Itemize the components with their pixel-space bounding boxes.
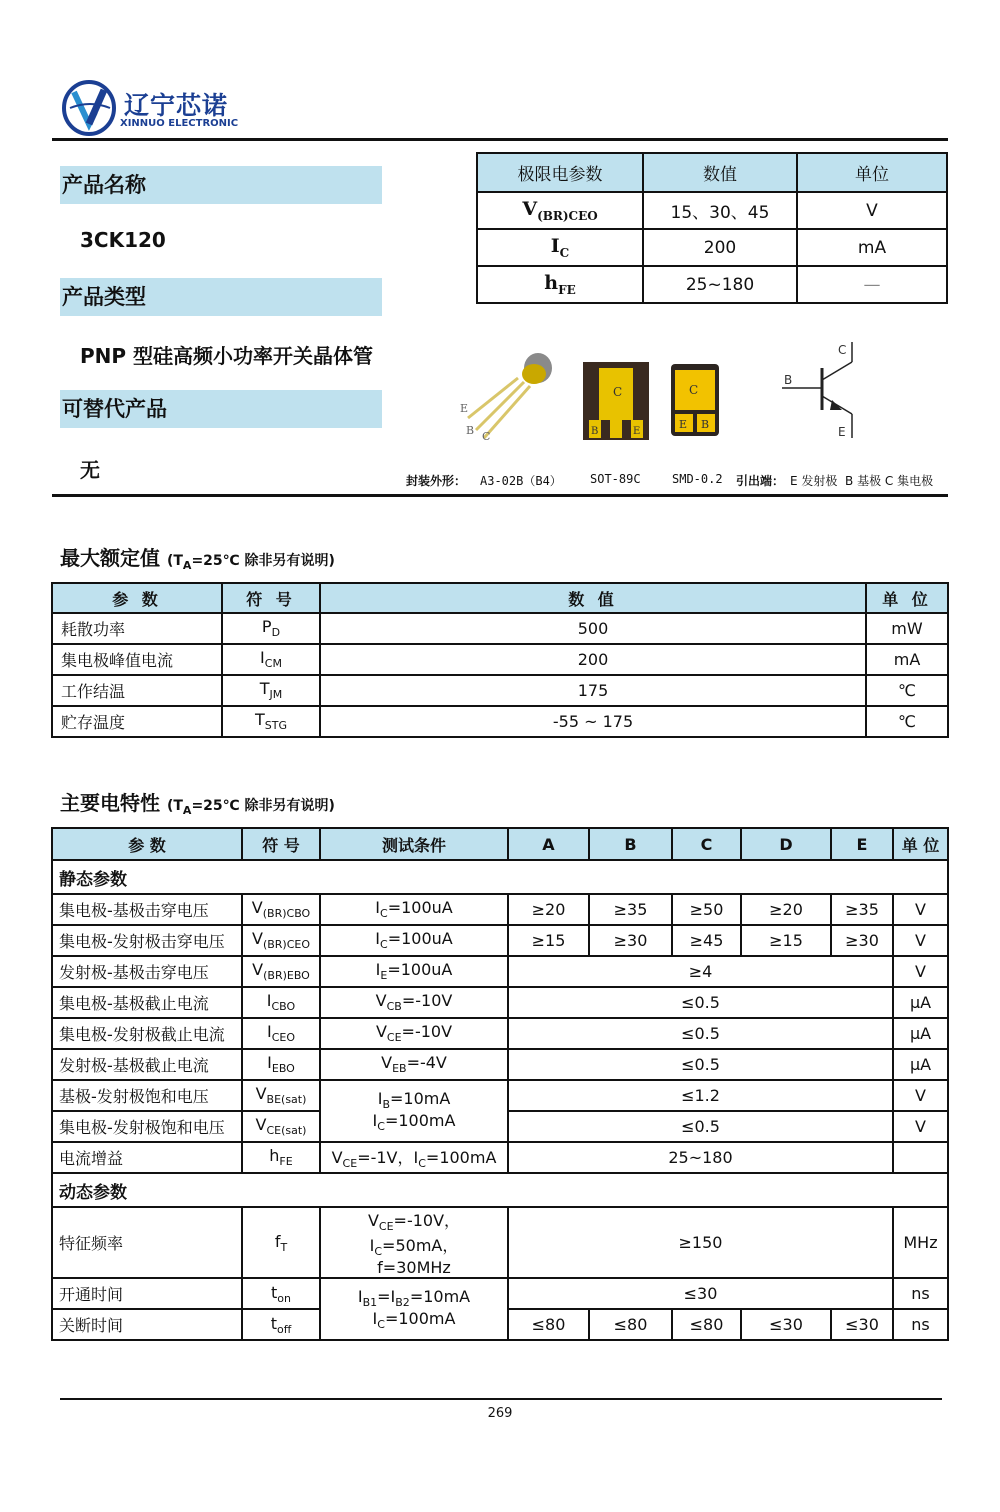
product-name-label: 产品名称 [60,166,382,204]
limit-symbol: $h_{FE}$ [544,272,576,297]
svg-text:C: C [689,383,699,397]
param-unit: V [893,925,948,956]
grade-value: ≤30 [831,1309,893,1340]
param-symbol: $T_{JM}$ [222,675,320,706]
param-unit: V [893,1111,948,1142]
limit-header-value: 数值 [643,153,797,192]
elec-header-cond: 测试条件 [320,828,508,860]
limit-value: 25~180 [643,266,797,303]
grade-value: ≥15 [741,925,831,956]
section-divider [52,494,948,497]
table-row [52,956,948,987]
svg-text:C: C [838,343,847,357]
grade-value: ≥20 [741,894,831,925]
param-name: 发射极-基极击穿电压 [52,956,242,987]
product-name: 3CK120 [80,228,166,252]
param-name: 集电极-基极击穿电压 [52,894,242,925]
test-condition: $V_{CE}=-10V$，$I_C=50mA$， f=30MHz [320,1207,508,1278]
param-unit: ℃ [866,706,948,737]
limit-symbol: $I_C$ [550,235,570,260]
product-type: PNP 型硅高频小功率开关晶体管 [80,344,374,368]
grade-value: ≥15 [508,925,589,956]
param-symbol: $I_{EBO}$ [242,1049,320,1080]
param-name: 集电极-发射极截止电流 [52,1018,242,1049]
param-symbol: $I_{CM}$ [222,644,320,675]
param-name: 工作结温 [52,675,222,706]
limit-value: 15、30、45 [643,192,797,229]
limit-row [477,192,947,229]
param-unit: μA [893,1018,948,1049]
param-symbol: $f_T$ [242,1207,320,1278]
grade-value: ≥50 [672,894,741,925]
elec-header-e: E [831,828,893,860]
param-name: 集电极-发射极击穿电压 [52,925,242,956]
max-header-symbol: 符 号 [222,583,320,613]
param-value: ≤1.2 [508,1080,893,1111]
test-condition: $I_{B1}=I_{B2}=10mA$ $I_C=100mA$ [320,1278,508,1340]
param-name: 电流增益 [52,1142,242,1173]
test-condition: $I_C=100uA$ [320,894,508,925]
param-unit: ns [893,1278,948,1309]
header-divider [52,138,948,141]
param-value: ≤0.5 [508,987,893,1018]
test-condition: $V_{CE}=-1V$，$I_C=100mA$ [320,1142,508,1173]
test-condition: $V_{CE}=-10V$ [320,1018,508,1049]
grade-value: ≥35 [831,894,893,925]
limit-unit: V [797,192,947,229]
smd-package-image [671,364,719,436]
param-symbol: $P_D$ [222,613,320,644]
limit-symbol: $V_{(BR)CEO}$ [522,198,598,223]
package-name: SMD-0.2 [672,472,723,486]
param-value: 500 [320,613,866,644]
table-row [52,894,948,925]
table-row [52,1207,948,1278]
param-symbol: $h_{FE}$ [242,1142,320,1173]
svg-text:B: B [466,424,475,437]
table-row [52,1049,948,1080]
table-row [52,1080,948,1111]
max-ratings-table [51,582,949,738]
pins-label: 引出端： [736,474,785,488]
elec-condition: ($T_A=25℃$ 除非另有说明) [166,798,335,817]
footer-divider [60,1398,942,1400]
param-symbol: $V_{(BR)CBO}$ [242,894,320,925]
elec-header-a: A [508,828,589,860]
svg-text:C: C [482,430,491,443]
max-ratings-title: 最大额定值 ($T_A=25℃$ 除非另有说明) [60,546,335,572]
sot89-package-image [583,362,649,440]
param-unit: ns [893,1309,948,1340]
max-header-value: 数 值 [320,583,866,613]
grade-value: ≥30 [831,925,893,956]
param-name: 集电极-发射极饱和电压 [52,1111,242,1142]
param-symbol: $V_{CE(sat)}$ [242,1111,320,1142]
param-name: 基极-发射极饱和电压 [52,1080,242,1111]
elec-header-d: D [741,828,831,860]
svg-text:E: E [633,426,641,437]
limit-unit: — [797,266,947,303]
param-name: 开通时间 [52,1278,242,1309]
svg-text:B: B [784,373,793,387]
limit-header-unit: 单位 [797,153,947,192]
table-row [52,613,948,644]
product-type-label: 产品类型 [60,278,382,316]
param-value: -55 ~ 175 [320,706,866,737]
alt-product-label: 可替代产品 [60,390,382,428]
grade-value: ≤80 [589,1309,672,1340]
package-name: A3-02B（B4） [480,474,562,488]
param-value: ≥150 [508,1207,893,1278]
elec-header-symbol: 符 号 [242,828,320,860]
limit-row [477,266,947,303]
table-row [52,644,948,675]
limit-row [477,229,947,266]
grade-value: ≥35 [589,894,672,925]
table-row [52,706,948,737]
page-number: 269 [487,1406,513,1421]
pnp-transistor-symbol [780,340,860,440]
limit-value: 200 [643,229,797,266]
param-value: 175 [320,675,866,706]
param-name: 集电极-基极截止电流 [52,987,242,1018]
elec-char-table [51,827,949,1341]
param-symbol: $t_{off}$ [242,1309,320,1340]
param-unit: V [893,1080,948,1111]
elec-title: 主要电特性 ($T_A=25℃$ 除非另有说明) [60,791,335,817]
param-name: 耗散功率 [52,613,222,644]
table-row [52,925,948,956]
param-symbol: $I_{CBO}$ [242,987,320,1018]
param-value: ≥4 [508,956,893,987]
grade-value: ≤30 [741,1309,831,1340]
param-unit: V [893,894,948,925]
limit-unit: mA [797,229,947,266]
param-symbol: $I_{CEO}$ [242,1018,320,1049]
limit-header-param: 极限电参数 [477,153,643,192]
svg-text:C: C [613,385,623,399]
param-name: 集电极峰值电流 [52,644,222,675]
param-unit: mW [866,613,948,644]
test-condition: $I_E=100uA$ [320,956,508,987]
svg-text:E: E [679,418,688,431]
param-symbol: $V_{BE(sat)}$ [242,1080,320,1111]
svg-text:B: B [701,418,710,431]
grade-value: ≤80 [508,1309,589,1340]
test-condition: $V_{CB}=-10V$ [320,987,508,1018]
param-symbol: $V_{(BR)CEO}$ [242,925,320,956]
alt-product: 无 [80,458,100,482]
param-name: 特征频率 [52,1207,242,1278]
param-value: ≤0.5 [508,1111,893,1142]
max-header-param: 参 数 [52,583,222,613]
param-symbol: $T_{STG}$ [222,706,320,737]
param-value: 200 [320,644,866,675]
param-symbol: $t_{on}$ [242,1278,320,1309]
limit-params-table [476,152,948,304]
grade-value: ≥30 [589,925,672,956]
max-header-unit: 单 位 [866,583,948,613]
grade-value: ≤80 [672,1309,741,1340]
table-row [52,1142,948,1173]
param-unit: mA [866,644,948,675]
table-row [52,1278,948,1309]
package-label: 封装外形： [406,474,467,488]
param-name: 关断时间 [52,1309,242,1340]
param-name: 发射极-基极截止电流 [52,1049,242,1080]
elec-header-c: C [672,828,741,860]
svg-text:B: B [591,426,599,437]
package-name: SOT-89C [590,472,641,486]
param-unit: ℃ [866,675,948,706]
table-row [52,987,948,1018]
grade-value: ≥20 [508,894,589,925]
param-name: 贮存温度 [52,706,222,737]
elec-header-param: 参 数 [52,828,242,860]
param-unit: V [893,956,948,987]
elec-header-unit: 单 位 [893,828,948,860]
param-value: 25~180 [508,1142,893,1173]
grade-value: ≥45 [672,925,741,956]
table-row [52,1018,948,1049]
svg-text:E: E [460,402,469,415]
test-condition: $I_C=100uA$ [320,925,508,956]
brand-name-en: XINNUO ELECTRONIC [120,118,239,129]
dynamic-params-label: 动态参数 [52,1173,948,1207]
brand-name-cn: 辽宁芯诺 [124,91,229,120]
test-condition: $V_{EB}=-4V$ [320,1049,508,1080]
static-params-label: 静态参数 [52,860,948,894]
elec-header-b: B [589,828,672,860]
table-row [52,675,948,706]
test-condition: $I_B=10mA$ $I_C=100mA$ [320,1080,508,1142]
param-value: ≤0.5 [508,1018,893,1049]
param-unit: μA [893,1049,948,1080]
param-unit: MHz [893,1207,948,1278]
param-unit: μA [893,987,948,1018]
param-symbol: $V_{(BR)EBO}$ [242,956,320,987]
param-value: ≤30 [508,1278,893,1309]
param-value: ≤0.5 [508,1049,893,1080]
svg-text:E: E [838,425,846,439]
pins-description: E 发射极 B 基极 C 集电极 [790,474,934,488]
param-unit [893,1142,948,1173]
to92-package-image [458,348,558,444]
max-ratings-condition: ($T_A=25℃$ 除非另有说明) [166,553,335,572]
